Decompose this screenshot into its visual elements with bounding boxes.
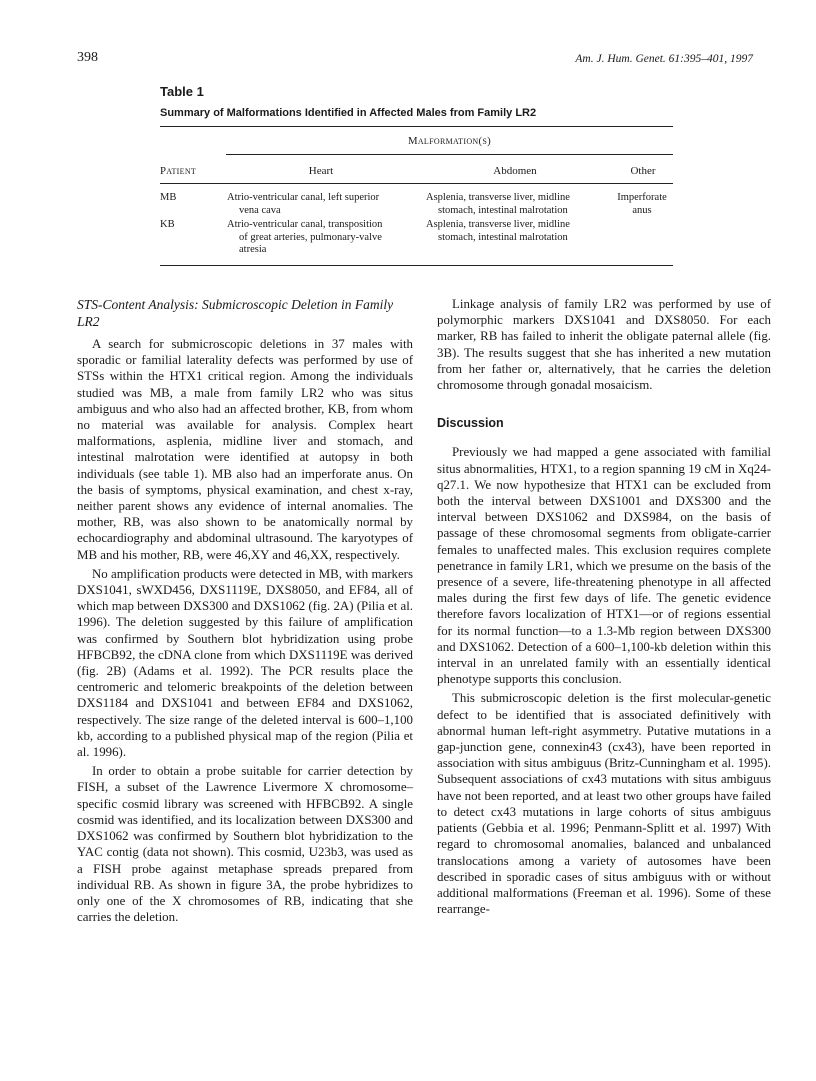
group-header-malformations: Malformation(s) [407, 135, 492, 147]
table-bottom-rule [160, 265, 673, 266]
group-header-rule [226, 154, 673, 155]
journal-citation: Am. J. Hum. Genet. 61:395–401, 1997 [575, 53, 753, 65]
column-header-other: Other [630, 165, 656, 177]
paragraph: This submicroscopic deletion is the first molecular-genetic defect to be identified that is associated definitively with abnormal human left-right asymmetry. Putative mutations in a gap-junction gene, connexin43 (cx43), have been reported in association with situs ambiguus (Britz-Cunningham et al. 1995). Subsequent associations of cx43 mutations with situs ambiguus have not been reported, and at least two other groups have failed to detect cx43 mutations in large cohorts of situs ambiguus patients (Gebbia et al. 1996; Penmann-Splitt et al. 1997) With regard to chromosomal anomalies, balanced and unbalanced translocations among a variety of autosomes have been described in sporadic cases of situs ambiguus with or without additional malformations (Freeman et al. 1996). Some of these rearrange- [437, 691, 771, 917]
table-cell-heart: Atrio-ventricular canal, left superior vena cava [227, 192, 380, 216]
header-bottom-rule [160, 183, 673, 184]
table-cell-heart: Atrio-ventricular canal, transposition of great arteries, pulmonary-valve atresia [227, 219, 383, 256]
table-top-rule [160, 126, 673, 127]
right-column [437, 296, 771, 917]
left-column [77, 296, 413, 925]
table-caption: Summary of Malformations Identified in Affected Males from Family LR2 [160, 107, 537, 119]
table-cell-abdomen: Asplenia, transverse liver, midline stomach, intestinal malrotation [426, 219, 570, 243]
paragraph: A search for submicroscopic deletions in 37 males with sporadic or familial laterality defects was performed by use of STSs within the HTX1 critical region. Among the individuals studied was MB, a male from family LR2 who was situs ambiguus and who also had an affected brother, KB, from whom no material was available for analysis. Complex heart malformations, asplenia, midline liver and stomach, and intestinal malrotation were identified at autopsy in both individuals (see table 1). MB also had an imperforate anus. On the basis of symptoms, physical examination, and chest x-ray, neither parent shows any evidence of internal anomalies. The mother, RB, was also shown to be anatomically normal by echocardiography and abdominal ultrasound. The karyotypes of MB and his mother, RB, were 46,XY and 46,XX, respectively. [77, 337, 413, 562]
table-cell-abdomen: Asplenia, transverse liver, midline stomach, intestinal malrotation [426, 192, 570, 216]
table-cell-patient: MB [160, 192, 177, 203]
subsection-heading: STS-Content Analysis: Submicroscopic Deletion in Family LR2 [77, 297, 394, 329]
table-cell-patient: KB [160, 219, 175, 230]
table-cell-other: Imperforate anus [617, 192, 667, 216]
paragraph: No amplification products were detected in MB, with markers DXS1041, sWXD456, DXS1119E, DXS8050, and EF84, all of which map between DXS300 and DXS1062 (fig. 2A) (Pilia et al. 1996). The deletion suggested by this failure of amplification was confirmed by Southern blot hybridization using probe HFBCB92, the cDNA clone from which DXS1119E was derived (fig. 2B) (Adams et al. 1992). The PCR results place the centromeric and telomeric breakpoints of the deletion between DXS1184 and DXS1041 and between EF84 and DXS1062, respectively. The size range of the deleted interval is 600–1,100 kb, according to a published physical map of the region (Pilia et al. 1996). [77, 566, 413, 760]
page-number: 398 [77, 50, 98, 65]
table-label: Table 1 [160, 84, 204, 99]
paragraph: Linkage analysis of family LR2 was performed by use of polymorphic markers DXS1041 and DXS8050. For each marker, RB has failed to inherit the obligate paternal allele (fig. 3B). The results suggest that she has inherited a new mutation from her father or, alternatively, that he carries the deletion chromosome through gonadal mosaicism. [437, 297, 771, 393]
column-header-abdomen: Abdomen [493, 165, 537, 177]
paragraph: In order to obtain a probe suitable for carrier detection by FISH, a subset of the Lawrence Livermore X chromosome–specific cosmid library was screened with HFBCB92. A single cosmid was identified, and its localization between DXS300 and DXS1062 was confirmed by Southern blot hybridization to the YAC contig (data not shown). This cosmid, U23b3, was used as a FISH probe against metaphase spreads prepared from individual RB. As shown in figure 3A, the probe hybridizes to only one of the X chromosomes of RB, indicating that she carries the deletion. [77, 764, 413, 925]
section-heading-discussion: Discussion [437, 416, 504, 431]
column-header-patient: Patient [160, 165, 197, 177]
column-header-heart: Heart [308, 165, 334, 177]
paragraph: Previously we had mapped a gene associated with familial situs abnormalities, HTX1, to a region spanning 19 cM in Xq24-q27.1. We now hypothesize that HTX1 can be excluded from both the interval between DXS1001 and DXS300 and the interval between DXS1062 and DXS984, on the basis of passage of these chromosomal segments from obligate-carrier females to unaffected males. This exclusion requires complete penetrance in family LR1, which we presume on the basis of the presence of a severe, life-threatening phenotype in all affected males during the first few days of life. The genetic evidence therefore favors localization of HTX1—or of regions essential for its normal function—to a 1.3-Mb region between DXS300 and DXS1062. Detection of a 600–1,100-kb deletion within this interval in an unrelated family with an essentially identical phenotype supports this conclusion. [437, 445, 771, 687]
